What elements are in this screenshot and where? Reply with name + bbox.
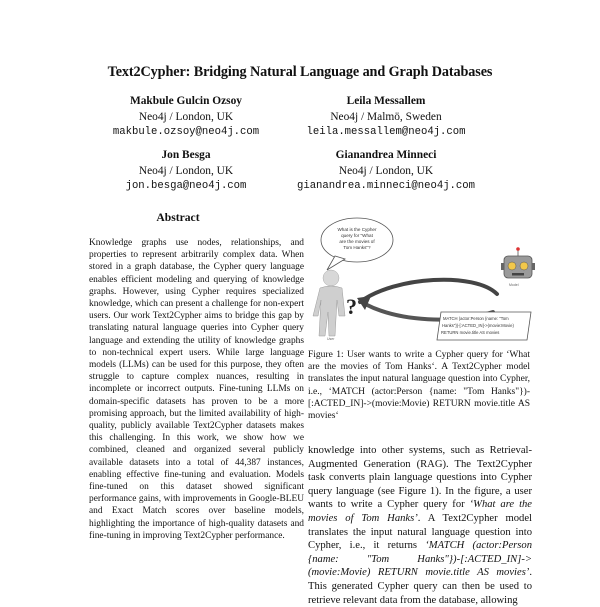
author-name: Jon Besga bbox=[161, 149, 211, 161]
answer-box bbox=[437, 312, 531, 340]
figure-caption: Figure 1: User wants to write a Cypher query for ‘What are the movies of Tom Hanks‘. A Text2Cypher model translates the input natural language question into Cypher, i.e., ‘MATCH (actor:Person {name: "Tom Hanks"})-[:ACTED_IN]->(movie:Movie) RETURN movie.title AS movies‘ bbox=[308, 350, 530, 422]
author-name: Leila Messallem bbox=[346, 95, 426, 107]
bubble-line-2: query for "What bbox=[341, 233, 373, 238]
robot-label: Model bbox=[509, 283, 519, 287]
author-affiliation: Neo4j / Malmö, Sweden bbox=[330, 110, 442, 123]
author-name: Makbule Gulcin Ozsoy bbox=[129, 95, 243, 107]
answer-line-3: RETURN movie.title AS movies bbox=[441, 330, 500, 335]
author-block-4 bbox=[256, 148, 516, 195]
speech-bubble bbox=[321, 218, 393, 270]
body-text: knowledge into other systems, such as Retrieval-Augmented Generation (RAG). The Text2Cypher task converts plain language questions into Cypher query language (see Figure 1). In the figure, a user wants to write a Cypher query for bbox=[308, 445, 532, 511]
author-email[interactable]: makbule.ozsoy@neo4j.com bbox=[112, 126, 260, 138]
paper-title: Text2Cypher: Bridging Natural Language and Graph Databases bbox=[107, 64, 493, 80]
author-name: Gianandrea Minneci bbox=[335, 149, 437, 161]
person-label: User bbox=[327, 337, 335, 341]
author-affiliation: Neo4j / London, UK bbox=[338, 164, 434, 177]
abstract-text: Knowledge graphs use nodes, relationships, and properties to represent arbitrarily complex data. When stored in a graph database, the Cypher query language enables efficient modeling and querying of knowledge graphs. However, using Cypher requires specialized knowledge, which can present a challenge for non-expert users. Our work Text2Cypher aims to bridge this gap by translating natural language queries into Cypher query language and extending the utility of knowledge graphs to non-technical expert users. While large language models (LLMs) can be used for this purpose, they often struggle to capture complex nuances, resulting in incomplete or incorrect outputs. Fine-tuning LLMs on domain-specific datasets has proven to be a more promising approach, but the limited availability of high-quality, publicly available Text2Cypher datasets makes this challenging. In this work, we show how we combined, cleaned and organized several publicly available datasets into a total of 44,387 instances, enabling effective fine-tuning and evaluation. Models fine-tuned on this dataset showed significant performance gains, with improvements in Google-BLEU and Exact Match scores over baseline models, highlighting the importance of high-quality datasets and fine-tuning in improving Text2Cypher performance. bbox=[89, 238, 304, 541]
abstract-heading: Abstract bbox=[156, 211, 200, 224]
body-quote: ‘What are the movies of Tom Hanks’ bbox=[308, 499, 533, 524]
body-paragraph bbox=[308, 444, 532, 607]
body-text: . A Text2Cypher model translates the input natural language question into Cypher, i.e., it returns bbox=[308, 512, 532, 552]
person-icon bbox=[313, 270, 357, 341]
answer-line-2: Hanks"})-[:ACTED_IN]->(movie:Movie) bbox=[442, 323, 514, 328]
question-mark-icon: ? bbox=[346, 294, 357, 319]
author-block-2 bbox=[256, 94, 516, 141]
bubble-line-1: What is the Cypher bbox=[337, 227, 377, 232]
figure-illustration bbox=[305, 216, 551, 342]
robot-icon bbox=[501, 247, 535, 287]
author-affiliation: Neo4j / London, UK bbox=[138, 110, 234, 123]
author-email[interactable]: jon.besga@neo4j.com bbox=[125, 180, 247, 192]
bubble-line-3: are the movies of bbox=[339, 239, 375, 244]
author-email[interactable]: leila.messallem@neo4j.com bbox=[306, 126, 466, 138]
body-text: . This generated Cypher query can then be used to retrieve relevant data from the database, allowing bbox=[308, 567, 532, 606]
author-affiliation: Neo4j / London, UK bbox=[138, 164, 234, 177]
figure-1 bbox=[305, 216, 551, 342]
author-email[interactable]: gianandrea.minneci@neo4j.com bbox=[296, 180, 475, 192]
bubble-line-4: Tom Hanks"? bbox=[343, 245, 371, 250]
body-query: ‘MATCH (actor:Person {name: "Tom Hanks"})-[:ACTED_IN]->(movie:Movie) RETURN movie.title AS movies’ bbox=[308, 540, 532, 579]
answer-line-1: MATCH (actor:Person {name: "Tom bbox=[443, 316, 509, 321]
